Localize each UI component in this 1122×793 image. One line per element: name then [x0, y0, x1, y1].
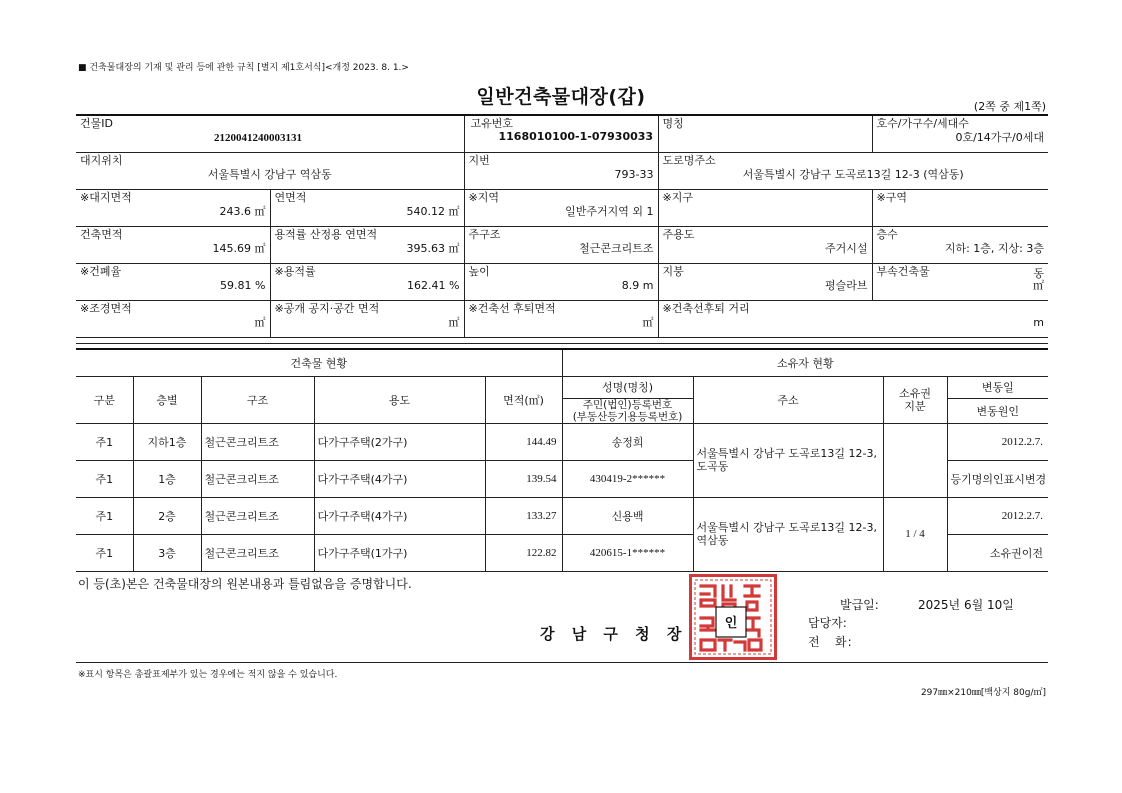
building-coverage-ratio: 59.81 %: [220, 278, 266, 292]
table-row: [76, 497, 1048, 534]
building-area: 145.69 ㎡: [212, 241, 266, 255]
owner-address: 서울특별시 강남구 도곡로13길 12-3, 역삼동: [693, 497, 883, 571]
annex-unit-count: 동: [1033, 266, 1044, 280]
floors-cell: 층수 지하: 1층, 지상: 3층: [872, 226, 1048, 263]
seal-center-text: 인: [724, 616, 738, 631]
name-cell: 1168010100-1-07930033 명칭: [658, 115, 872, 152]
manager-label: 담당자:: [808, 616, 847, 630]
public-space-cell: ※공개 공지·공간 면적 ㎡: [270, 300, 464, 337]
height: 8.9 m: [621, 278, 654, 292]
floor-area-ratio: 162.41 %: [407, 278, 460, 292]
col-type: 구분: [76, 376, 133, 423]
setback-area-cell: ※건축선 후퇴면적 ㎡: [464, 300, 658, 337]
total-floor-cell: 연면적 540.12 ㎡: [270, 189, 464, 226]
zone: 일반주거지역 외 1: [565, 204, 654, 218]
issuing-office: 강 남 구 청 장: [540, 625, 688, 643]
building-id-cell: 건물ID: [76, 115, 270, 152]
building-id: 2120041240003131: [214, 132, 302, 144]
row-floor: 2층: [133, 497, 201, 534]
col-structure: 구조: [201, 376, 314, 423]
col-area: 면적(㎡): [485, 376, 562, 423]
row-structure: 철근콘크리트조: [201, 460, 314, 497]
row-area: 144.49: [485, 423, 562, 460]
setback-area: ㎡: [642, 315, 654, 329]
regulation-text: ■ 건축물대장의 기재 및 관리 등에 관한 규칙 [별지 제1호서식]<개정 2023. 8. 1.>: [78, 63, 409, 73]
col-change-cause: 변동원인: [947, 398, 1048, 423]
row-type: 주1: [76, 460, 133, 497]
annex-cell: 부속건축물 동 ㎡: [872, 263, 1048, 300]
col-address: 주소: [693, 376, 883, 423]
site-location: 서울특별시 강남구 역삼동: [207, 167, 332, 181]
issue-date-label: 발급일:: [840, 598, 879, 612]
unique-no-cell: 고유번호: [464, 115, 658, 152]
roof: 평슬라브: [824, 278, 868, 292]
roof-cell: 지붕 평슬라브: [658, 263, 872, 300]
public-space-area: ㎡: [448, 315, 460, 329]
row-use: 다가구주택(4가구): [314, 497, 485, 534]
total-floor-area: 540.12 ㎡: [406, 204, 460, 218]
units: 0호/14가구/0세대: [955, 131, 1044, 144]
row-use: 다가구주택(1가구): [314, 534, 485, 571]
row-structure: 철근콘크리트조: [201, 534, 314, 571]
height-cell: 높이 8.9 m: [464, 263, 658, 300]
issue-date: 2025년 6월 10일: [918, 598, 1014, 612]
row-use: 다가구주택(4가구): [314, 460, 485, 497]
main-use-cell: 주용도 주거시설: [658, 226, 872, 263]
document-title: 일반건축물대장(갑): [476, 86, 646, 108]
setback-distance-cell: ※건축선후퇴 거리 m: [658, 300, 1048, 337]
unique-no: 1168010100-1-07930033: [498, 130, 654, 143]
row-floor: 1층: [133, 460, 201, 497]
lot-cell: 지번 793-33: [464, 152, 658, 189]
row-structure: 철근콘크리트조: [201, 423, 314, 460]
owner-status-title: 소유자 현황: [562, 349, 1048, 376]
structure-cell: 주구조 철근콘크리트조: [464, 226, 658, 263]
far-cell: ※용적률 162.41 %: [270, 263, 464, 300]
table-row: [76, 423, 1048, 460]
col-regno: 주민(법인)등록번호 (부동산등기용등록번호): [562, 398, 693, 423]
owner-name: 신용백: [562, 497, 693, 534]
main-structure: 철근콘크리트조: [579, 241, 654, 255]
owner-change-date: 2012.2.7.: [947, 423, 1048, 460]
land-area: 243.6 ㎡: [219, 204, 266, 218]
col-change-date: 변동일: [947, 376, 1048, 398]
row-type: 주1: [76, 423, 133, 460]
footnote: ※표시 항목은 총괄표제부가 있는 경우에는 적지 않을 수 있습니다.: [78, 670, 338, 680]
row-floor: 지하1층: [133, 423, 201, 460]
bcr-cell: ※건폐율 59.81 %: [76, 263, 270, 300]
building-area-cell: 건축면적 145.69 ㎡: [76, 226, 270, 263]
main-use: 주거시설: [824, 241, 868, 255]
owner-address: 서울특별시 강남구 도곡로13길 12-3, 도곡동: [693, 423, 883, 497]
owner-change-cause: 소유권이전: [947, 534, 1048, 571]
row-floor: 3층: [133, 534, 201, 571]
owner-change-date: 2012.2.7.: [947, 497, 1048, 534]
owner-regno: 430419-2******: [562, 460, 693, 497]
row-area: 122.82: [485, 534, 562, 571]
land-area-cell: ※대지면적 243.6 ㎡: [76, 189, 270, 226]
owner-change-cause: 등기명의인표시변경: [947, 460, 1048, 497]
floors: 지하: 1층, 지상: 3층: [944, 241, 1044, 255]
certification-text: 이 등(초)본은 건축물대장의 원본내용과 틀림없음을 증명합니다.: [78, 577, 412, 591]
far-floor-area: 395.63 ㎡: [406, 241, 460, 255]
row-structure: 철근콘크리트조: [201, 497, 314, 534]
row-area: 139.54: [485, 460, 562, 497]
owner-share: [883, 423, 947, 497]
owner-name: 송정희: [562, 423, 693, 460]
row-area: 133.27: [485, 497, 562, 534]
district-cell: ※지구: [658, 189, 872, 226]
annex-unit-area: ㎡: [1033, 278, 1044, 292]
page-indicator: (2쪽 중 제1쪽): [973, 100, 1046, 113]
area-cell: ※구역: [872, 189, 1048, 226]
row-type: 주1: [76, 497, 133, 534]
landscape-cell: ※조경면적 ㎡: [76, 300, 270, 337]
paper-spec: 297㎜×210㎜[백상지 80g/㎡]: [920, 688, 1046, 698]
far-floor-cell: 용적률 산정용 연면적 395.63 ㎡: [270, 226, 464, 263]
col-use: 용도: [314, 376, 485, 423]
lot-number: 793-33: [614, 167, 654, 181]
building-id-value-cell: [214, 115, 464, 152]
status-table: [76, 348, 1048, 572]
col-floor: 층별: [133, 376, 201, 423]
building-summary-table: [76, 114, 1048, 338]
owner-regno: 420615-1******: [562, 534, 693, 571]
site-cell: 대지위치 서울특별시 강남구 역삼동: [76, 152, 464, 189]
row-type: 주1: [76, 534, 133, 571]
col-owner-name: 성명(명칭): [562, 376, 693, 398]
road-cell: 도로명주소 서울특별시 강남구 도곡로13길 12-3 (역삼동): [658, 152, 1048, 189]
road-address: 서울특별시 강남구 도곡로13길 12-3 (역삼동): [742, 167, 964, 181]
owner-share: 1 / 4: [883, 497, 947, 571]
row-use: 다가구주택(2가구): [314, 423, 485, 460]
col-share: 소유권 지분: [883, 376, 947, 423]
setback-distance: m: [1033, 315, 1044, 329]
official-seal-icon: [689, 574, 777, 660]
footer-divider: [76, 662, 1048, 663]
zone-cell: ※지역 일반주거지역 외 1: [464, 189, 658, 226]
building-status-title: 건축물 현황: [76, 349, 562, 376]
units-cell: 호수/가구수/세대수 0호/14가구/0세대: [872, 115, 1048, 152]
landscape-area: ㎡: [254, 315, 266, 329]
phone-label: 전 화:: [808, 635, 853, 649]
